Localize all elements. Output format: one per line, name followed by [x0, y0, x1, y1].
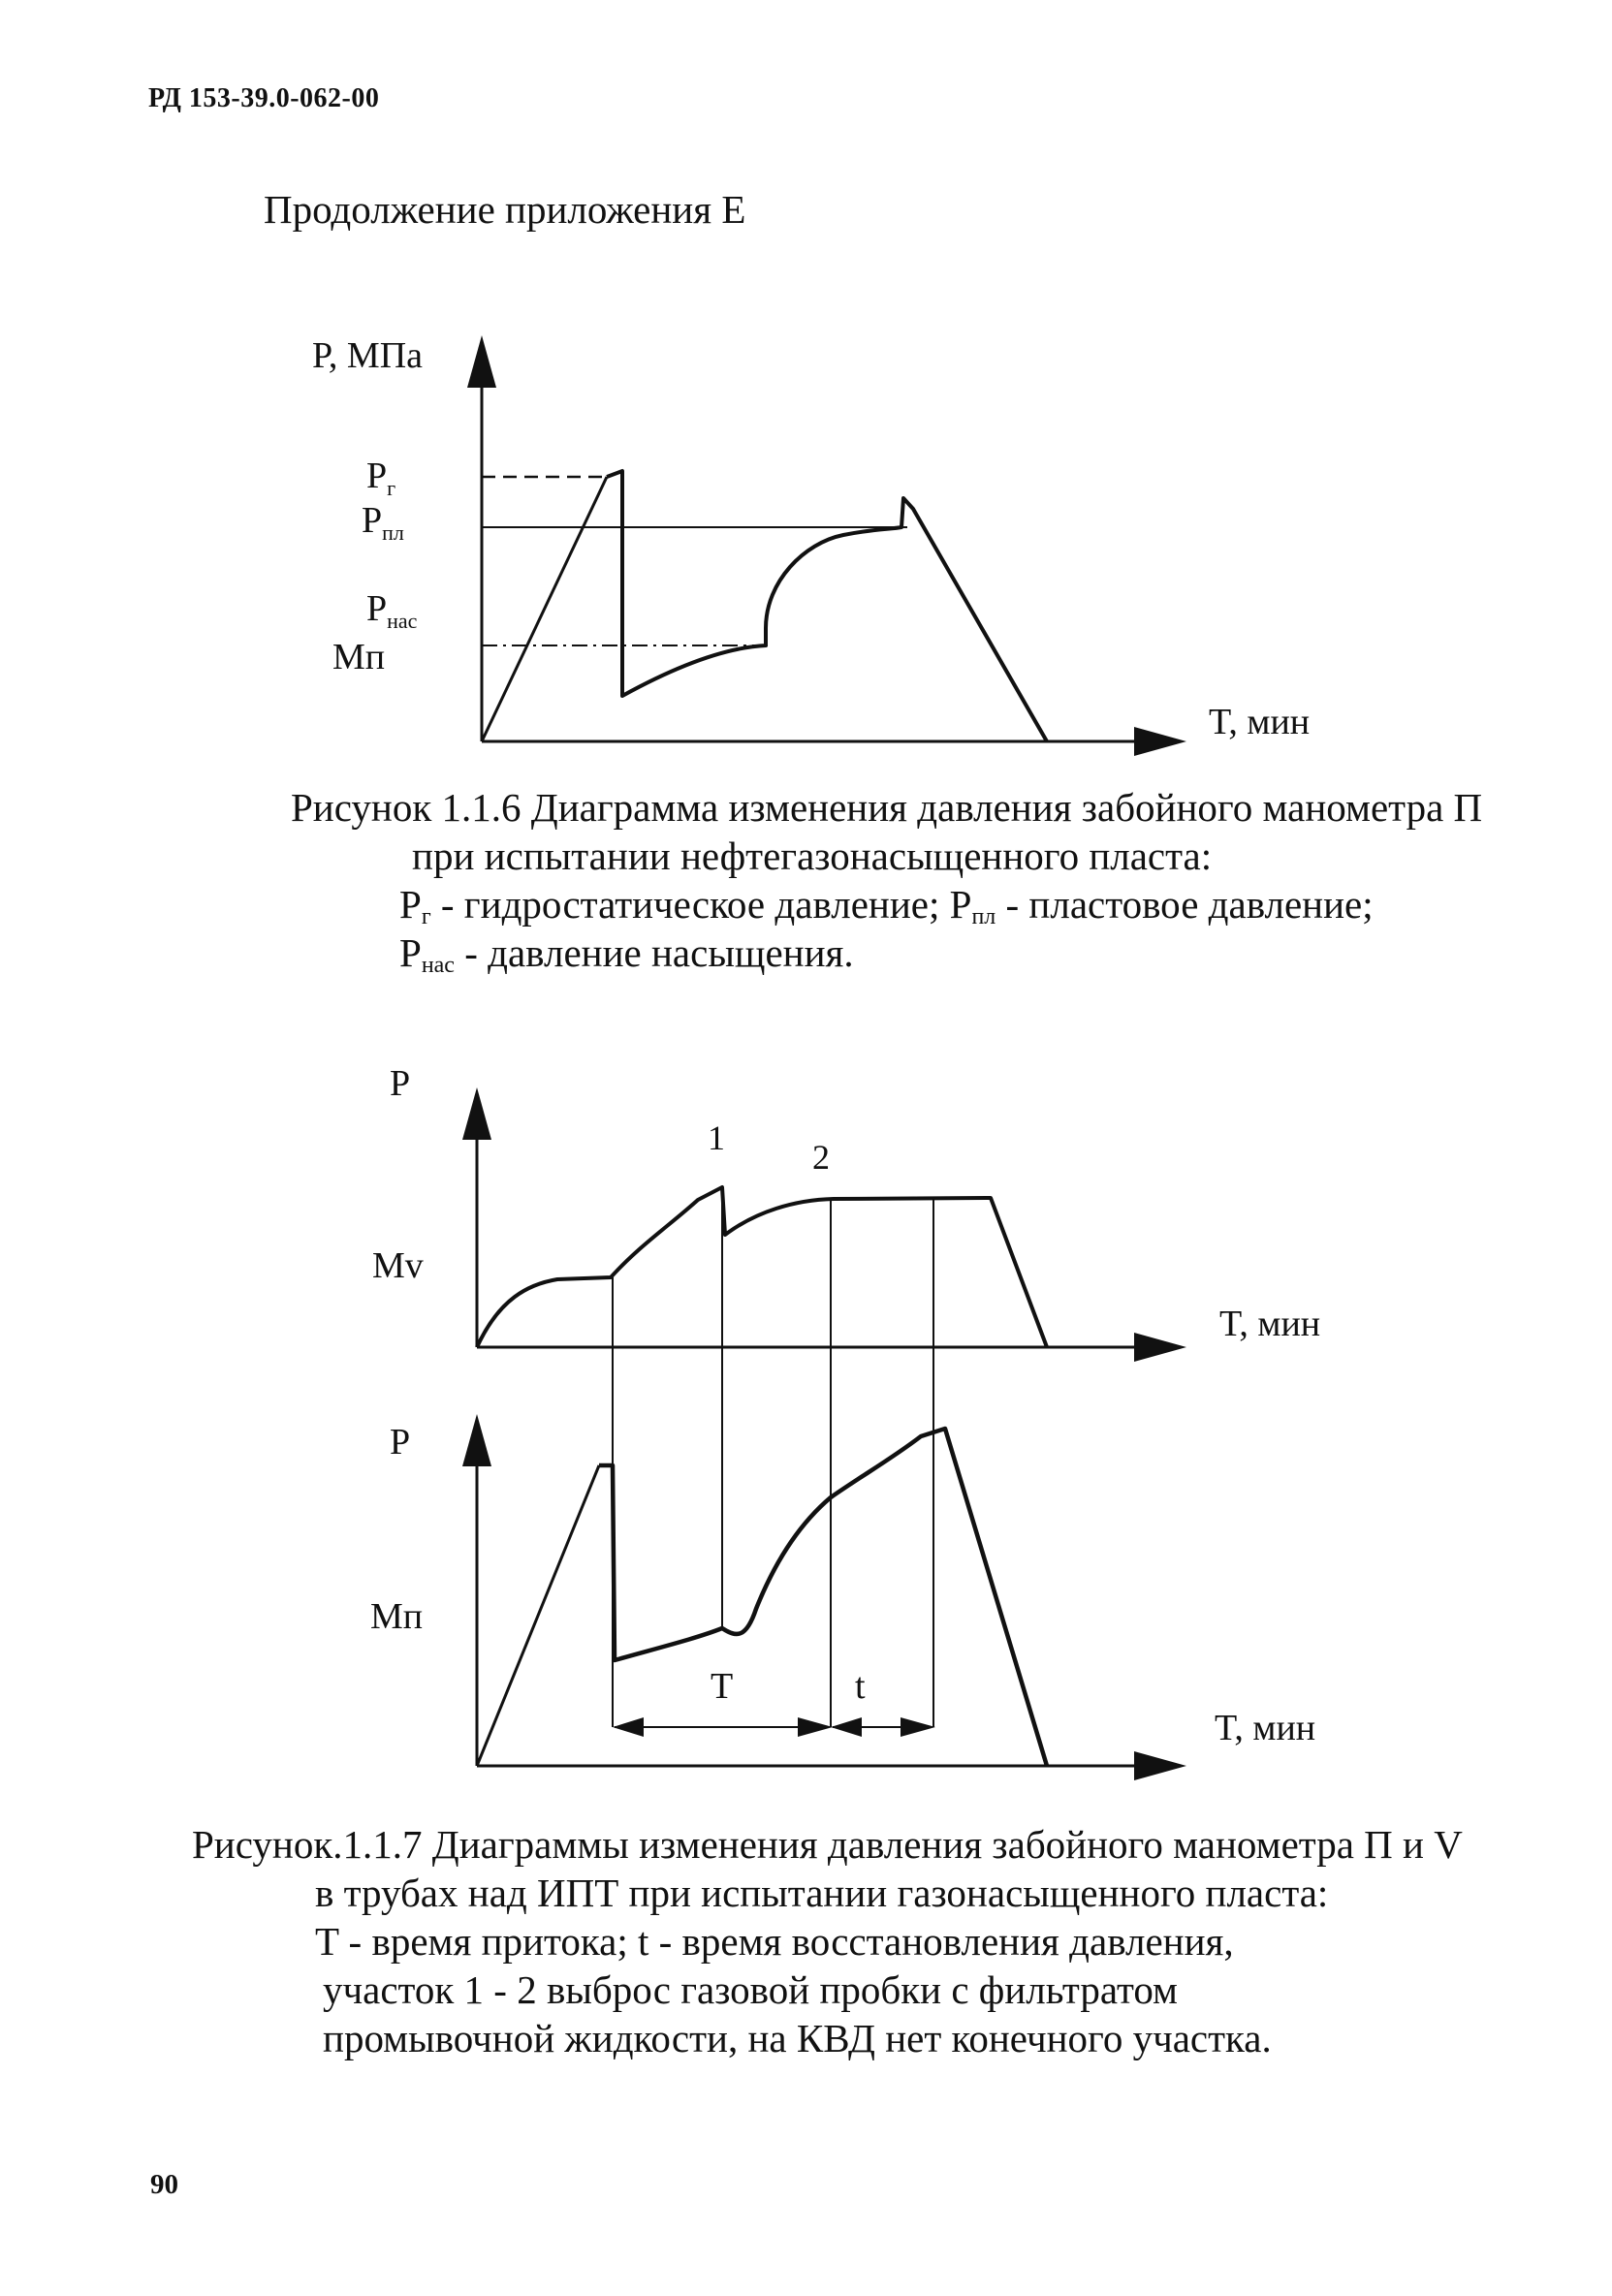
fig7-point-1-label: 1	[708, 1118, 725, 1157]
fig6-gauge-label: Мп	[332, 637, 386, 677]
fig6-pnas-label: $P_{нас}$	[366, 588, 418, 633]
fig6-caption-line-4: $P_{нас}$ - давление насыщения.	[399, 930, 854, 978]
fig7-top-pressure-curve	[477, 1187, 1047, 1347]
fig7-interval-T-label: T	[711, 1666, 734, 1707]
fig7-top-x-label: T, мин	[1219, 1304, 1321, 1344]
fig6-pg-label: $P_г$	[366, 456, 396, 500]
fig7-caption-line-3: T - время притока; t - время восстановления давления,	[315, 1919, 1234, 1964]
section-title: Продолжение приложения Е	[264, 187, 746, 232]
fig6-y-axis-label: P, МПа	[312, 335, 424, 376]
fig7-bottom-pressure-curve	[599, 1429, 1047, 1766]
fig6-x-axis-label: T, мин	[1209, 702, 1311, 742]
fig7-top-y-label: P	[390, 1063, 411, 1104]
fig7-bottom-gauge-label: Мп	[370, 1596, 424, 1637]
fig6-caption-line-1: Рисунок 1.1.6 Диаграмма изменения давления забойного манометра П	[291, 785, 1483, 830]
fig7-bottom-y-label: P	[390, 1422, 411, 1463]
page-number: 90	[150, 2169, 178, 2200]
fig7-caption-line-2: в трубах над ИПТ при испытании газонасыщенного пласта:	[315, 1871, 1329, 1915]
fig7-caption-line-4: участок 1 - 2 выброс газовой пробки с фильтратом	[323, 1967, 1179, 2012]
fig6-caption-line-2: при испытании нефтегазонасыщенного пласта:	[412, 833, 1213, 878]
fig6-ppl-label: $P_{пл}$	[362, 500, 404, 545]
fig6-caption-line-3: $P_г$ - гидростатическое давление; $P_{пл}$ - пластовое давление;	[399, 882, 1374, 929]
fig7-caption-line-1: Рисунок.1.1.7 Диаграммы изменения давления забойного манометра П и V	[192, 1822, 1463, 1867]
fig7-bottom-ramp-line	[477, 1465, 599, 1766]
document-code: РД 153-39.0-062-00	[148, 83, 380, 113]
fig7-bottom-x-label: T, мин	[1215, 1708, 1316, 1748]
fig7-interval-t-label: t	[855, 1666, 866, 1707]
fig7-top-gauge-label: Мv	[372, 1245, 424, 1286]
fig7-point-2-label: 2	[812, 1138, 830, 1177]
fig7-caption-line-5: промывочной жидкости, на КВД нет конечного участка.	[323, 2016, 1272, 2060]
